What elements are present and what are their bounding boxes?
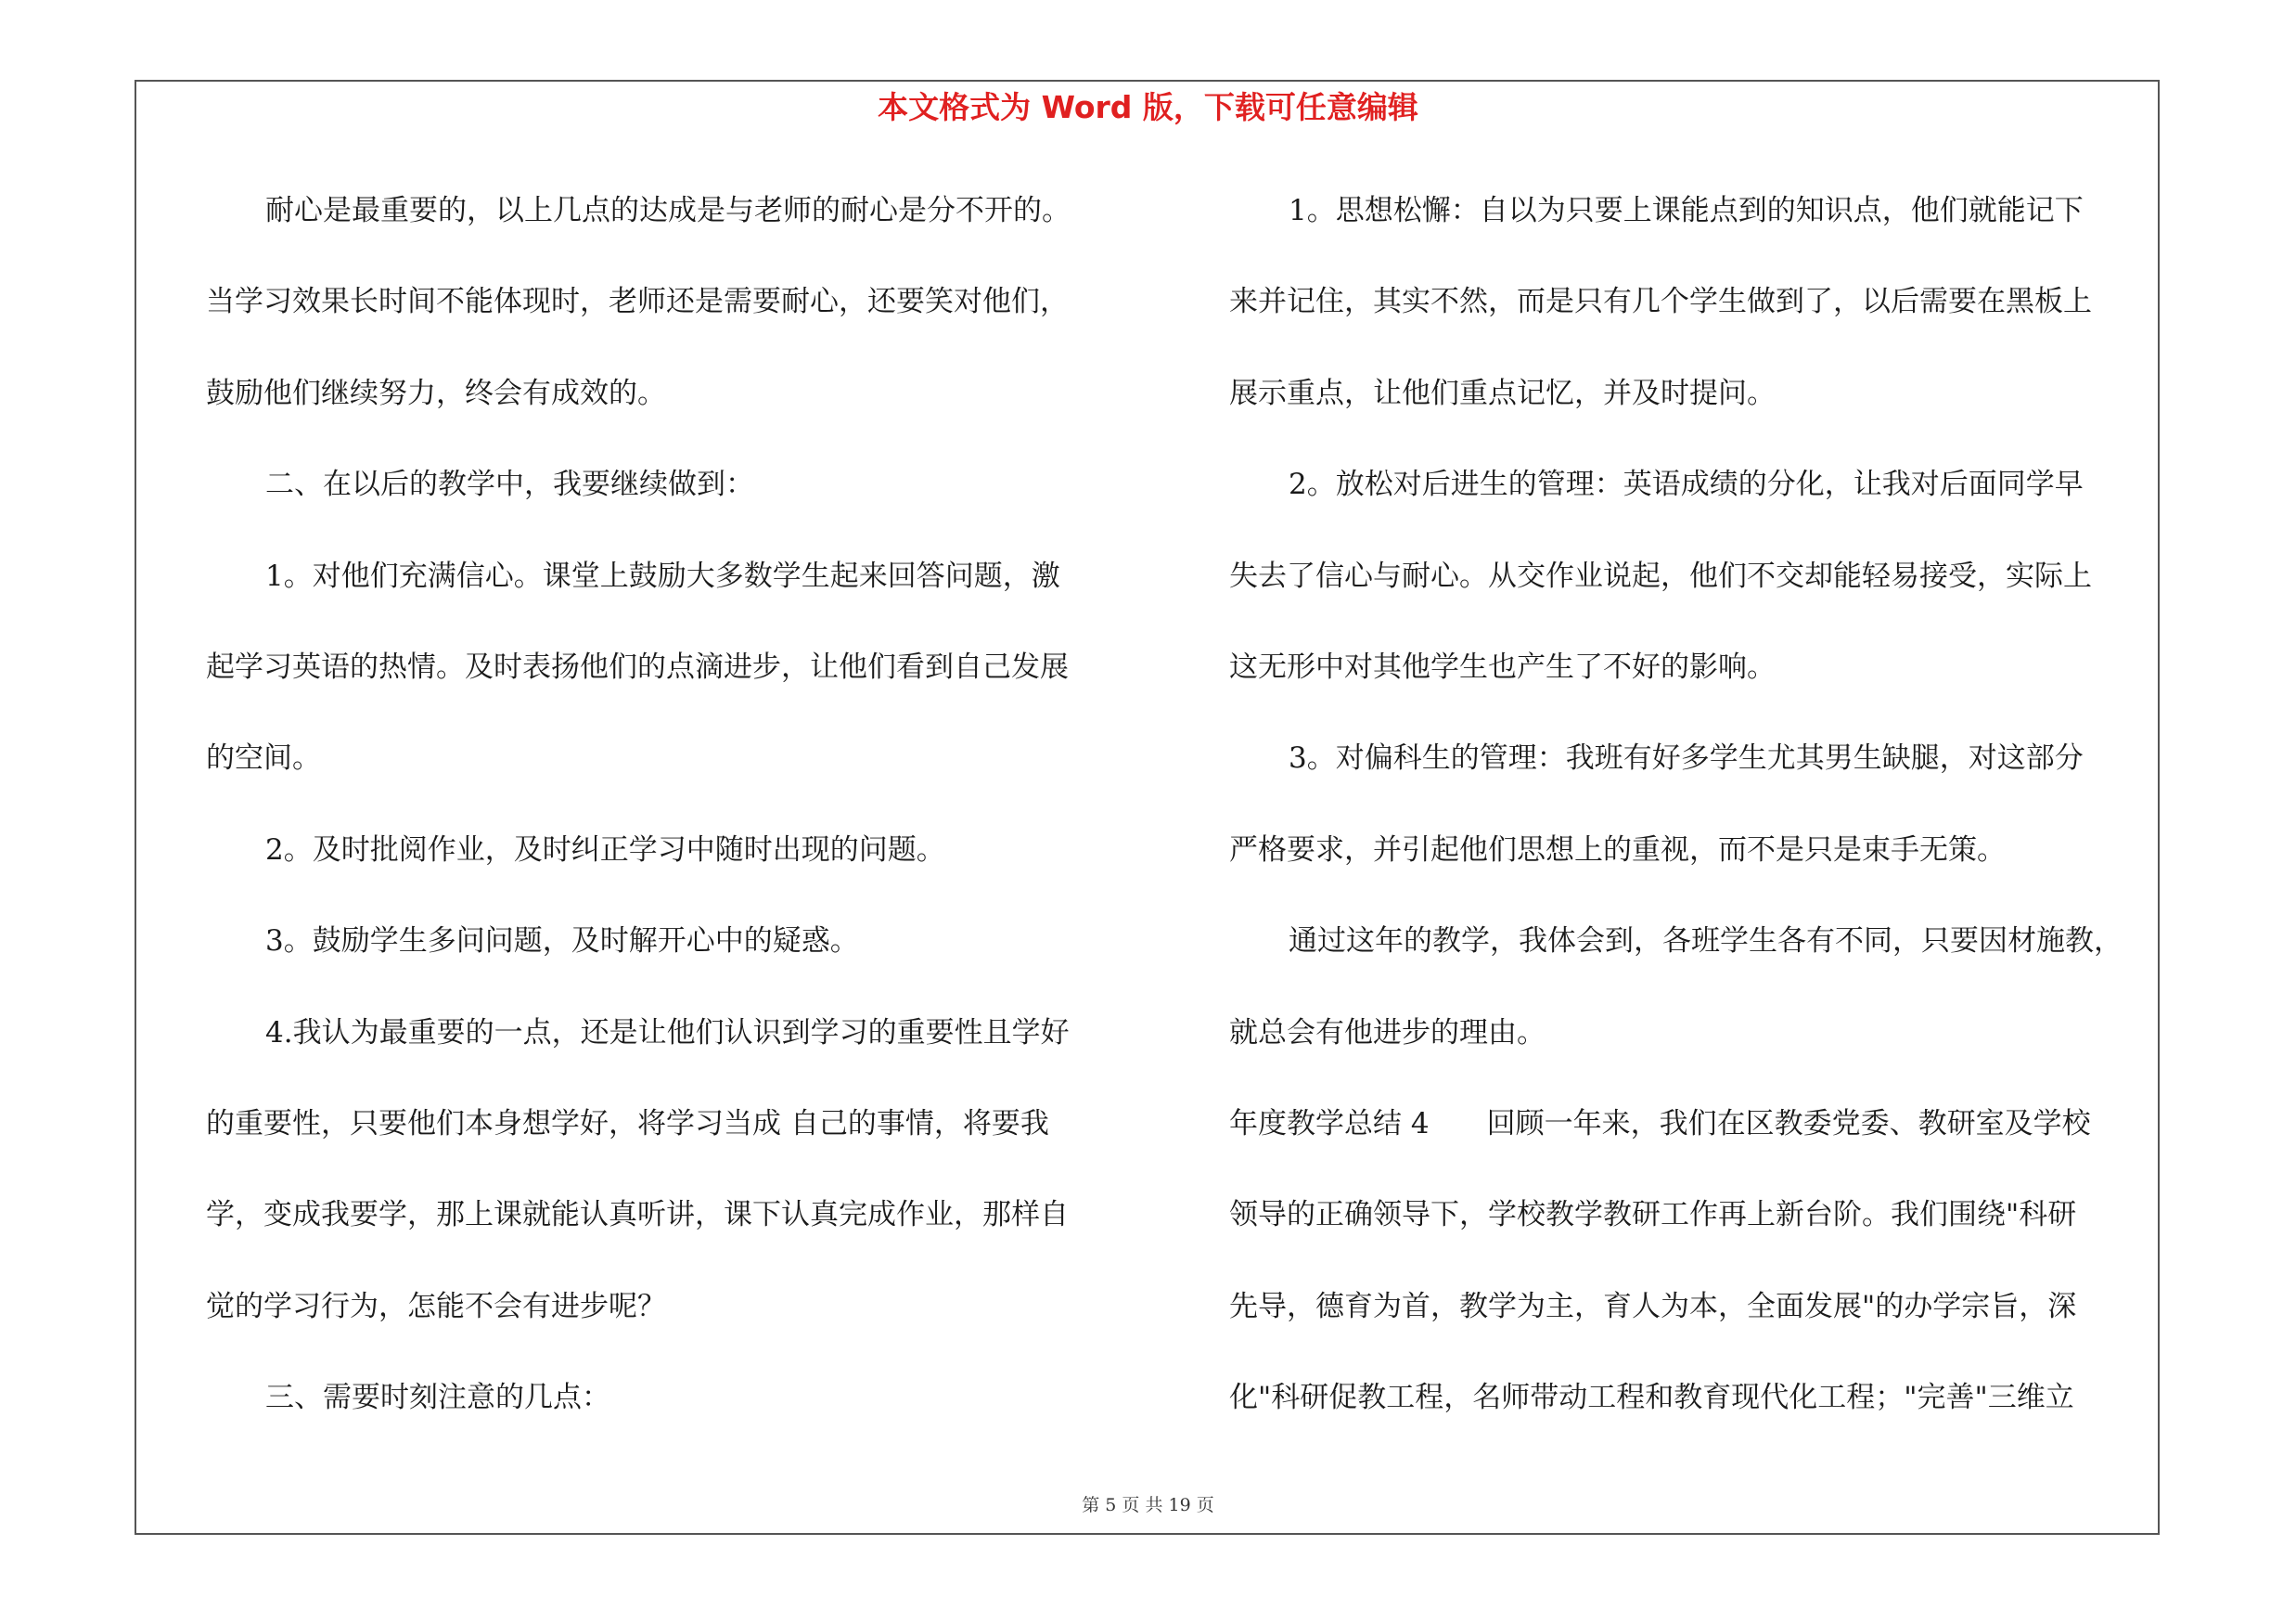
text-line: 3。对偏科生的管理：我班有好多学生尤其男生缺腿，对这部分 [1289,741,2084,776]
text-line: 2。及时批阅作业，及时纠正学习中随时出现的问题。 [265,832,945,867]
text-line: 领导的正确领导下，学校教学教研工作再上新台阶。我们围绕"科研 [1229,1198,2077,1232]
text-line: 的空间。 [206,741,321,776]
text-line: 耐心是最重要的，以上几点的达成是与老师的耐心是分不开的。 [265,194,1071,227]
text-line: 觉的学习行为，怎能不会有进步呢？ [206,1289,666,1323]
text-line: 2。放松对后进生的管理：英语成绩的分化，让我对后面同学早 [1289,468,2084,502]
text-line: 3。鼓励学生多问问题，及时解开心中的疑惑。 [265,924,859,959]
text-line: 当学习效果长时间不能体现时，老师还是需要耐心，还要笑对他们， [206,285,1069,319]
text-line: 起学习英语的热情。及时表扬他们的点滴进步，让他们看到自己发展 [206,650,1069,684]
right-column [1229,178,2157,1456]
page-number-footer: 第 5 页 共 19 页 [1082,1495,1214,1515]
text-line: 通过这年的教学，我体会到，各班学生各有不同，只要因材施教， [1289,924,2123,959]
text-line: 先导，德育为首，教学为主，育人为本，全面发展"的办学宗旨，深 [1229,1289,2077,1323]
text-line: 鼓励他们继续努力，终会有成效的。 [206,376,666,410]
text-line: 学，变成我要学，那上课就能认真听讲，课下认真完成作业，那样自 [206,1198,1069,1232]
text-line: 4.我认为最重要的一点，还是让他们认识到学习的重要性且学好 [265,1015,1070,1050]
text-line: 的重要性，只要他们本身想学好，将学习当成 自己的事情，将要我 [206,1106,1049,1140]
left-column [206,178,1157,1456]
text-line: 化"科研促教工程，名师带动工程和教育现代化工程；"完善"三维立 [1229,1381,2074,1415]
text-line: 失去了信心与耐心。从交作业说起，他们不交却能轻易接受，实际上 [1229,559,2092,593]
text-line: 严格要求，并引起他们思想上的重视，而不是只是束手无策。 [1229,832,2006,867]
text-line: 1。思想松懈：自以为只要上课能点到的知识点，他们就能记下 [1289,194,2084,227]
text-line: 来并记住，其实不然，而是只有几个学生做到了，以后需要在黑板上 [1229,285,2092,319]
text-line: 三、需要时刻注意的几点： [265,1381,610,1415]
text-line: 展示重点，让他们重点记忆，并及时提问。 [1229,376,1776,410]
text-line: 年度教学总结 4 回顾一年来，我们在区教委党委、教研室及学校 [1229,1106,2091,1140]
text-line: 这无形中对其他学生也产生了不好的影响。 [1229,650,1776,684]
text-line: 二、在以后的教学中，我要继续做到： [265,468,754,502]
text-line: 1。对他们充满信心。课堂上鼓励大多数学生起来回答问题，激 [265,559,1060,593]
format-banner: 本文格式为 Word 版，下载可任意编辑 [878,89,1418,125]
text-line: 就总会有他进步的理由。 [1229,1015,1546,1050]
